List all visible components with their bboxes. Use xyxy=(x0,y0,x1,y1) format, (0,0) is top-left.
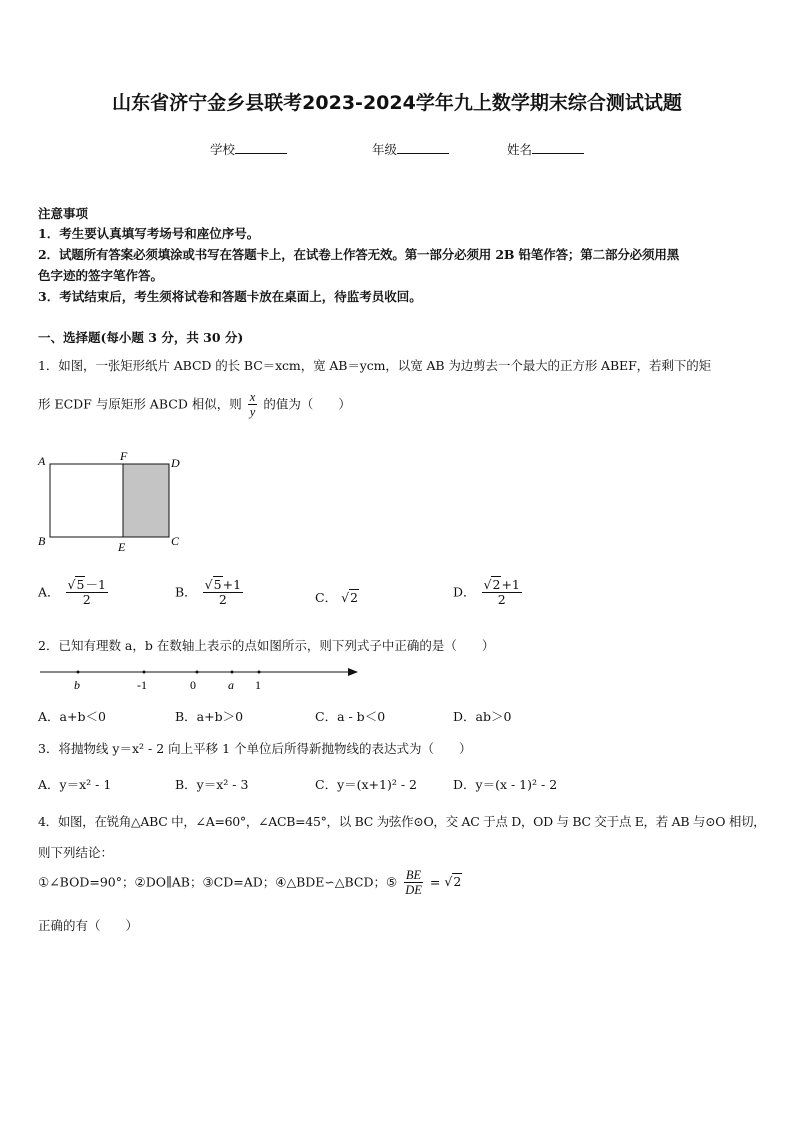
q2-option-c[interactable]: C．a - b＜0 xyxy=(315,709,386,724)
q1-stem-part: 形 ECDF 与原矩形 ABCD 相似，则 xyxy=(38,396,242,412)
label-d: D xyxy=(171,456,180,470)
q1-option-d[interactable] xyxy=(453,578,524,608)
axis-label-one: 1 xyxy=(255,678,261,692)
q3-option-b[interactable]: B．y＝x² - 3 xyxy=(175,777,249,792)
q2-option-a[interactable]: A．a+b＜0 xyxy=(38,709,106,724)
q3-option-d[interactable]: D．y＝(x - 1)² - 2 xyxy=(453,777,558,792)
label-f: F xyxy=(120,449,128,463)
axis-label-b: b xyxy=(74,678,80,692)
school-label: 学校 xyxy=(210,142,236,157)
school-blank[interactable] xyxy=(235,141,287,154)
name-blank[interactable] xyxy=(532,141,584,154)
notice-item: 1．考生要认真填写考场号和座位序号。 xyxy=(38,226,260,241)
rectangle-ecdf-shaded xyxy=(123,464,169,537)
point-minus-one xyxy=(143,671,146,674)
q1-stem-part: 的值为（ ） xyxy=(263,396,351,412)
notice-item: 色字迹的签字笔作答。 xyxy=(38,268,164,283)
option-letter: B． xyxy=(175,584,197,600)
option-sqrt: √2 xyxy=(341,590,358,605)
q1-option-b[interactable] xyxy=(175,578,245,608)
page-title: 山东省济宁金乡县联考2023-2024学年九上数学期末综合测试试题 xyxy=(112,92,682,114)
point-a xyxy=(231,671,234,674)
label-b: B xyxy=(38,534,46,548)
notice-item: 2．试题所有答案必须填涂或书写在答题卡上，在试卷上作答无效。第一部分必须用 2B 铅笔作答；第二部分必须用黑 xyxy=(38,247,680,262)
name-field[interactable] xyxy=(507,140,584,158)
q4-conclusion-list: ①∠BOD=90°；②DO∥AB；③CD=AD；④△BDE∽△BCD；⑤ xyxy=(38,874,398,890)
option-letter: D． xyxy=(453,584,476,600)
option-fraction: $\frac{√5+1}{2}$ xyxy=(204,577,242,608)
option-letter: A． xyxy=(38,584,60,600)
grade-blank[interactable] xyxy=(397,141,449,154)
q4-conclusions xyxy=(38,868,462,898)
notice-heading: 注意事项 xyxy=(38,206,89,221)
option-letter: C． xyxy=(315,590,338,605)
q4-sqrt: √2 xyxy=(444,874,462,890)
q1-option-a[interactable] xyxy=(38,578,110,608)
school-field[interactable] xyxy=(210,140,287,158)
name-label: 姓名 xyxy=(507,142,533,157)
axis-label-zero: 0 xyxy=(190,678,196,692)
q2-stem: 2．已知有理数 a，b 在数轴上表示的点如图所示，则下列式子中正确的是（ ） xyxy=(38,638,495,653)
q1-stem: 1．如图，一张矩形纸片 ABCD 的长 BC＝xcm，宽 AB＝ycm，以宽 AB 为边剪去一个最大的正方形 ABEF，若剩下的矩 xyxy=(38,358,712,373)
q3-option-c[interactable]: C．y＝(x+1)² - 2 xyxy=(315,777,417,792)
q1-stem-line2 xyxy=(38,390,351,420)
option-fraction: $\frac{√2+1}{2}$ xyxy=(483,577,520,608)
label-c: C xyxy=(171,534,180,548)
point-one xyxy=(258,671,261,674)
label-a: A xyxy=(38,454,46,468)
axis-label-a: a xyxy=(228,678,234,692)
q1-rectangle-figure xyxy=(34,448,194,554)
grade-field[interactable] xyxy=(372,140,449,158)
q2-number-line xyxy=(36,662,366,694)
section-heading: 一、选择题(每小题 3 分，共 30 分) xyxy=(38,330,244,345)
q4-stem: 4．如图，在锐角△ABC 中，∠A=60°，∠ACB=45°，以 BC 为弦作⊙O，交 AC 于点 D，OD 与 BC 交于点 E，若 AB 与⊙O 相切， xyxy=(38,814,766,829)
q2-option-b[interactable]: B．a+b＞0 xyxy=(175,709,244,724)
q3-stem: 3．将抛物线 y＝x² - 2 向上平移 1 个单位后所得新抛物线的表达式为（ ） xyxy=(38,741,472,756)
label-e: E xyxy=(118,540,126,554)
equals-sign: = xyxy=(429,874,441,890)
q4-stem-line2: 则下列结论： xyxy=(38,845,114,860)
option-fraction: $\frac{√5-1}{2}$ xyxy=(67,577,106,608)
q2-option-d[interactable]: D．ab＞0 xyxy=(453,709,512,724)
point-zero xyxy=(196,671,199,674)
axis-arrow xyxy=(348,668,358,676)
q3-option-a[interactable]: A．y＝x² - 1 xyxy=(38,777,112,792)
q4-question: 正确的有（ ） xyxy=(38,918,139,933)
q4-fraction: $\frac{BE}{DE}$ xyxy=(405,868,422,898)
notice-item: 3．考试结束后，考生须将试卷和答题卡放在桌面上，待监考员收回。 xyxy=(38,289,422,304)
grade-label: 年级 xyxy=(372,142,398,157)
q1-fraction: $\frac{x}{y}$ xyxy=(249,390,256,420)
axis-label-minus-one: -1 xyxy=(137,678,147,692)
q1-option-c[interactable] xyxy=(315,588,359,606)
point-b xyxy=(77,671,80,674)
